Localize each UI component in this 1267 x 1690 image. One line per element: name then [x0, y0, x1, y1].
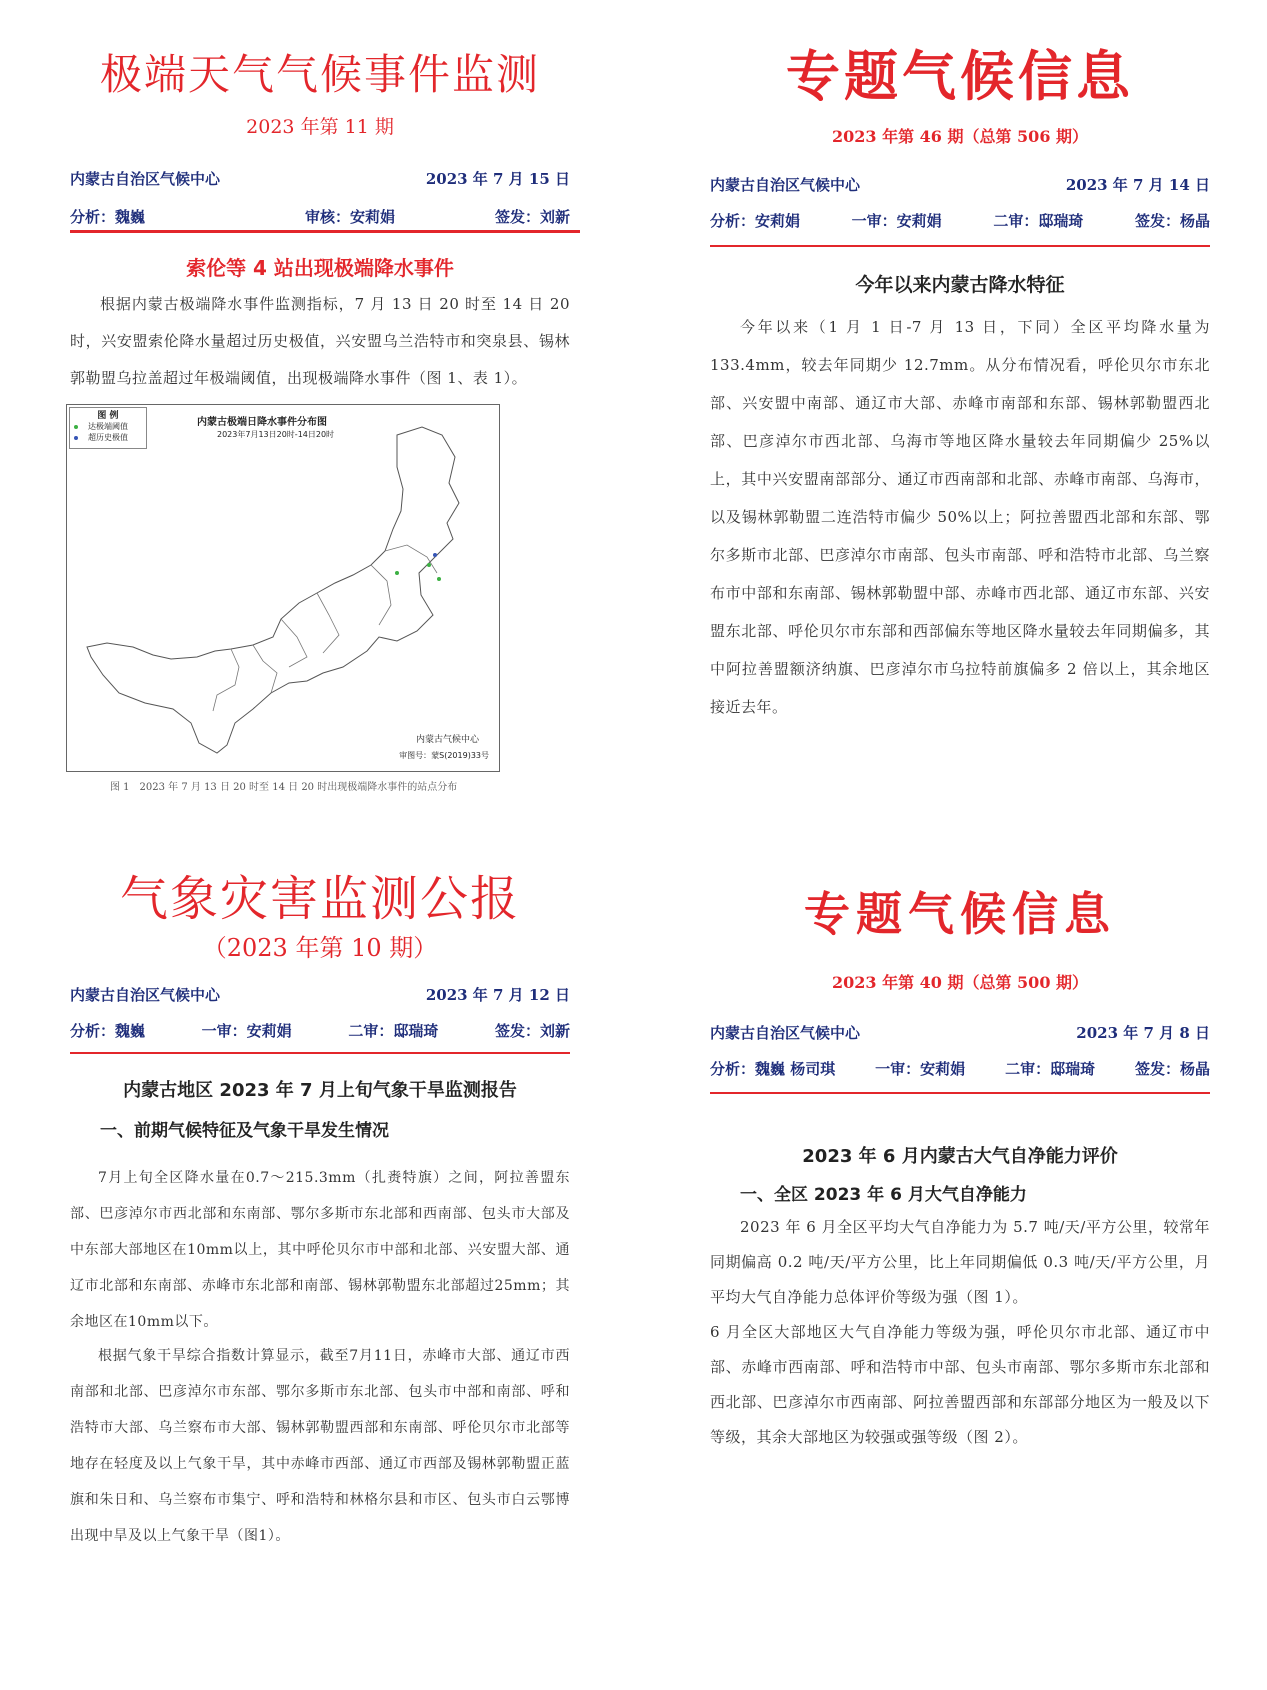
signature-row: [70, 1020, 570, 1041]
doc-title: 气象灾害监测公报: [119, 871, 520, 927]
inner-mongolia-map: [67, 405, 499, 771]
article-heading: 内蒙古地区 2023 年 7 月上旬气象干旱监测报告: [123, 1080, 517, 1101]
signature-row: [70, 206, 570, 227]
meta-row: [70, 984, 570, 1005]
issue-date: 2023 年 7 月 15 日: [425, 170, 570, 188]
reviewer-2: 二审：邸瑞琦: [1005, 1060, 1096, 1078]
org-name: 内蒙古自治区气候中心: [70, 170, 221, 188]
reviewer-2: 二审：邸瑞琦: [348, 1022, 439, 1040]
station-marker: [433, 553, 437, 557]
article-heading: 索伦等 4 站出现极端降水事件: [186, 256, 454, 280]
map-credit: 内蒙古气候中心: [415, 735, 479, 745]
meta-row: [710, 174, 1210, 195]
section-heading: 一、前期气候特征及气象干旱发生情况: [100, 1121, 389, 1141]
org-name: 内蒙古自治区气候中心: [70, 986, 221, 1004]
meta-row: [70, 168, 570, 189]
legend-item: 超历史极值: [88, 433, 128, 442]
signer: 签发：杨晶: [1134, 212, 1210, 230]
reviewer-1: 一审：安莉娟: [875, 1060, 966, 1078]
article-paragraph: 6 月全区大部地区大气自净能力等级为强，呼伦贝尔市北部、通辽市中部、赤峰市西南部、呼和浩特市中部、包头市南部、鄂尔多斯市东北部和西北部、巴彦淖尔市西南部、阿拉善盟西部和东部部分地区为一般及以下等级，其余大部地区为较强或强等级（图 2）。: [710, 1323, 1210, 1446]
article-paragraph: 今年以来（1 月 1 日-7 月 13 日，下同）全区平均降水量为 133.4mm，较去年同期少 12.7mm。从分布情况看，呼伦贝尔市东北部、兴安盟中南部、通辽市大部、赤峰市南部和东部、锡林郭勒盟西北部、巴彦淖尔市西北部、乌海市等地区降水量较去年同期偏少 25%以上，其中兴安盟南部部分、通辽市西南部和北部、赤峰市南部、乌海市，以及锡林郭勒盟二连浩特市偏少 50%以上；阿拉善盟西北部和东部、鄂尔多斯市北部、巴彦淖尔市南部、包头市南部、呼和浩特市北部、乌兰察布市中部和东南部、锡林郭勒盟中部、赤峰市西北部、通辽市东部、兴安盟东北部、呼伦贝尔市东部和西部偏东等地区降水量较去年同期偏多，其中阿拉善盟额济纳旗、巴彦淖尔市乌拉特前旗偏多 2 倍以上，其余地区接近去年。: [710, 318, 1210, 716]
issue-date: 2023 年 7 月 14 日: [1065, 176, 1210, 194]
station-marker: [395, 571, 399, 575]
article-heading: 2023 年 6 月内蒙古大气自净能力评价: [802, 1146, 1118, 1167]
map-approval: 审图号：蒙S(2019)33号: [399, 751, 489, 760]
doc-extreme-weather: [70, 30, 570, 860]
map-subtitle: 2023年7月13日20时-14日20时: [217, 430, 335, 439]
org-name: 内蒙古自治区气候中心: [710, 1024, 861, 1042]
signature-row: [710, 1058, 1210, 1079]
doc-issue: 2023 年第 40 期（总第 500 期）: [831, 973, 1089, 992]
region-boundary: [87, 427, 459, 753]
red-divider: [710, 245, 1210, 247]
issue-date: 2023 年 7 月 12 日: [425, 986, 570, 1004]
article-paragraph: 根据内蒙古极端降水事件监测指标，7 月 13 日 20 时至 14 日 20 时，兴安盟索伦降水量超过历史极值，兴安盟乌兰浩特市和突泉县、锡林郭勒盟乌拉盖超过年极端阈值，出现极端降水事件（图 1、表 1）。: [70, 295, 570, 387]
org-name: 内蒙古自治区气候中心: [710, 176, 861, 194]
signature-row: [710, 210, 1210, 231]
legend-item: 达极端阈值: [88, 422, 128, 431]
figure-caption: 图 1 2023 年 7 月 13 日 20 时至 14 日 20 时出现极端降水事件的站点分布: [110, 782, 458, 793]
signer: 签发：刘新: [494, 1022, 570, 1040]
doc-climate-info-46: [710, 30, 1210, 760]
signer: 签发：杨晶: [1134, 1060, 1210, 1078]
doc-title: 专题气候信息: [786, 45, 1134, 108]
doc-issue: 2023 年第 11 期: [246, 116, 394, 138]
section-heading: 一、全区 2023 年 6 月大气自净能力: [740, 1185, 1027, 1205]
doc-title: 专题气候信息: [804, 887, 1116, 941]
signer: 签发：刘新: [494, 208, 570, 226]
red-divider: [710, 1092, 1210, 1094]
doc-disaster-bulletin: [70, 860, 570, 1680]
reviewer-2: 二审：邸瑞琦: [993, 212, 1084, 230]
reviewer-1: 一审：安莉娟: [851, 212, 942, 230]
reviewer-1: 一审：安莉娟: [201, 1022, 292, 1040]
red-divider: [70, 1052, 570, 1054]
analyst: 分析：魏巍 杨司琪: [710, 1060, 836, 1078]
doc-title: 极端天气气候事件监测: [99, 50, 540, 99]
doc-issue: 2023 年第 46 期（总第 506 期）: [831, 127, 1089, 146]
legend-title: 图 例: [97, 411, 119, 421]
article-paragraph: 7月上旬全区降水量在0.7～215.3mm（扎赉特旗）之间，阿拉善盟东部、巴彦淖尔市西北部和东南部、鄂尔多斯市东北部和西南部、包头市大部及中东部大部地区在10mm以上，其中呼伦贝尔市中部和北部、兴安盟大部、通辽市北部和东南部、赤峰市东北部和南部、锡林郭勒盟东北部超过25mm；其余地区在10mm以下。: [70, 1170, 570, 1330]
map-figure: [66, 404, 500, 772]
station-marker: [437, 577, 441, 581]
article-paragraph: 2023 年 6 月全区平均大气自净能力为 5.7 吨/天/平方公里，较常年同期偏高 0.2 吨/天/平方公里，比上年同期偏低 0.3 吨/天/平方公里，月平均大气自净能力总体评价等级为强（图 1）。: [710, 1218, 1210, 1306]
map-title: 内蒙古极端日降水事件分布图: [197, 417, 327, 428]
doc-issue: （2023 年第 10 期）: [202, 934, 438, 962]
article-heading: 今年以来内蒙古降水特征: [855, 274, 1065, 296]
reviewer: 审核：安莉娟: [304, 208, 395, 226]
article-paragraph: 根据气象干旱综合指数计算显示，截至7月11日，赤峰市大部、通辽市西南部和北部、巴彦淖尔市东部、鄂尔多斯市东北部、包头市中部和南部、呼和浩特市大部、乌兰察布市大部、锡林郭勒盟西部和东南部、呼伦贝尔市北部等地存在轻度及以上气象干旱，其中赤峰市西部、通辽市西部及锡林郭勒盟正蓝旗和朱日和、乌兰察布市集宁、呼和浩特和林格尔县和市区、包头市白云鄂博出现中旱及以上气象干旱（图1）。: [70, 1348, 570, 1544]
analyst: 分析：安莉娟: [710, 212, 801, 230]
station-marker: [427, 563, 431, 567]
red-divider: [70, 230, 580, 233]
meta-row: [710, 1022, 1210, 1043]
analyst: 分析：魏巍: [70, 1022, 146, 1040]
doc-climate-info-40: [710, 860, 1210, 1480]
analyst: 分析：魏巍: [70, 208, 146, 226]
issue-date: 2023 年 7 月 8 日: [1076, 1024, 1210, 1042]
